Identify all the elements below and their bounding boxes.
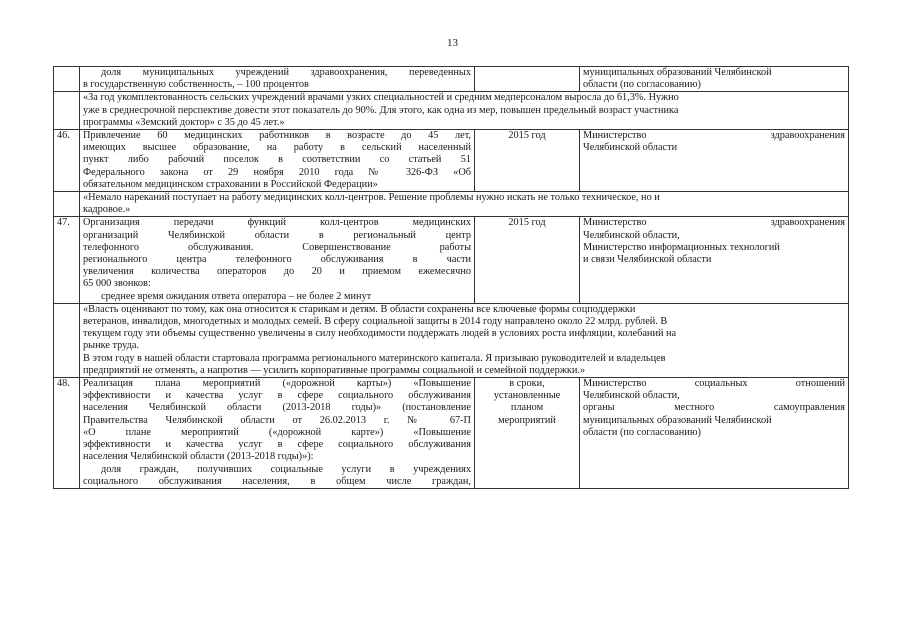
row-number: 47. [54, 217, 80, 303]
row-number: 48. [54, 378, 80, 489]
measure-line: социального обслуживания населения, в общем числе граждан, [83, 475, 471, 487]
quote-cell [80, 303, 849, 377]
table-row-47 [54, 217, 849, 303]
date-line: установленные [493, 390, 561, 402]
measure-line: Привлечение 60 медицинских работников в возрасте до 45 лет, [83, 130, 471, 142]
date-cell [475, 67, 580, 92]
date-line: в сроки, [509, 378, 545, 390]
measure-line: Реализация плана мероприятий («дорожной карты») «Повышение [83, 378, 471, 390]
measure-line: эффективности и качества услуг в сфере социального обслуживания [83, 439, 471, 451]
responsible-cell [580, 67, 849, 92]
row-number: 46. [54, 130, 80, 192]
table-row-continued [54, 67, 849, 92]
responsible-cell [580, 130, 849, 192]
quote-line: «За год укомплектованность сельских учреждений врачами узких специальностей и средним медперсоналом выросла до 61,3%. Нужно [83, 92, 679, 104]
responsible-cell [580, 217, 849, 303]
measure-line: доля граждан, получивших социальные услуги в учреждениях [101, 463, 471, 475]
measure-line: обязательном медицинском страховании в Российской Федерации» [83, 178, 378, 190]
measure-line: 65 000 звонков: [83, 278, 151, 290]
quote-line: «Немало нареканий поступает на работу медицинских колл-центров. Решение проблемы нужно искать не только техническое, но и [83, 192, 660, 204]
responsible-line: области (по согласованию) [583, 79, 701, 91]
responsible-cell [580, 378, 849, 489]
responsible-line: Министерство здравоохранения [583, 217, 845, 229]
measures-table [53, 66, 849, 489]
date-cell: 2015 год [475, 217, 580, 303]
quote-line: В этом году в нашей области стартовала программа регионального материнского капитала. Я призываю руководителей и владельцев [83, 352, 666, 364]
quote-line: программы «Земский доктор» с 35 до 45 лет.» [83, 116, 285, 128]
responsible-line: Министерство социальных отношений [583, 378, 845, 390]
measure-line: населения Челябинской области (2013-2018 годы)»): [83, 451, 314, 463]
measure-line: телефонного обслуживания. Совершенствование работы [83, 241, 471, 253]
row-number-cell [54, 303, 80, 377]
date-line: мероприятий [498, 414, 556, 426]
quote-line: ветеранов, инвалидов, многодетных и молодых семей. В сферу социальной защиты в 2014 году направлено около 22 млрд. рублей. В [83, 316, 668, 328]
responsible-line: Челябинской области [583, 142, 678, 154]
measure-line: Организация передачи функций колл-центров медицинских [83, 217, 471, 229]
table-row-48 [54, 378, 849, 489]
measure-cell [80, 67, 475, 92]
responsible-line: Челябинской области, [583, 229, 680, 241]
responsible-line: Министерство информационных технологий [583, 241, 780, 253]
quote-row [54, 92, 849, 130]
measure-line: среднее время ожидания ответа оператора – не более 2 минут [101, 290, 372, 302]
row-number-cell [54, 192, 80, 217]
measure-cell [80, 378, 475, 489]
responsible-line: органы местного самоуправления [583, 402, 845, 414]
quote-line: предприятий не отменять, а напротив — усилить корпоративные программы социальной и семейной поддержки.» [83, 364, 586, 376]
quote-row [54, 192, 849, 217]
measure-cell [80, 130, 475, 192]
measure-line: в государственную собственность, – 100 процентов [83, 79, 309, 91]
responsible-line: муниципальных образований Челябинской [583, 414, 772, 426]
measure-line: эффективности и качества услуг в сфере социального обслуживания [83, 390, 471, 402]
row-number-cell [54, 92, 80, 130]
measure-line: населения Челябинской области (2013-2018 годы)» (постановление [83, 402, 471, 414]
responsible-line: и связи Челябинской области [583, 254, 712, 266]
date-cell: 2015 год [475, 130, 580, 192]
quote-row [54, 303, 849, 377]
measure-line: организаций Челябинской области в региональный центр [83, 229, 471, 241]
table-row-46 [54, 130, 849, 192]
quote-line: уже в среднесрочной перспективе довести этот показатель до 90%. Для этого, как одна из мер, повышен предельный возраст участника [83, 104, 679, 116]
quote-line: кадровое.» [83, 204, 131, 216]
responsible-line: муниципальных образований Челябинской [583, 67, 772, 78]
measure-line: «О плане мероприятий («дорожной карте») «Повышение [83, 426, 471, 438]
quote-cell [80, 192, 849, 217]
responsible-line: Челябинской области, [583, 390, 680, 402]
date-cell [475, 378, 580, 489]
date-line: планом [510, 402, 544, 414]
measure-line: Федерального закона от 29 ноября 2010 года № 326-ФЗ «Об [83, 166, 471, 178]
quote-line: рынке труда. [83, 340, 139, 352]
measure-line: Правительства Челябинской области от 26.02.2013 г. № 67-П [83, 414, 471, 426]
quote-line: «Власть оценивают по тому, как она относится к старикам и детям. В области сохранены все ключевые формы соцподдержки [83, 303, 636, 315]
quote-cell [80, 92, 849, 130]
measure-line: увеличения количества операторов до 20 и приемом ежемесячно [83, 266, 471, 278]
measure-line: регионального центра телефонного обслуживания в части [83, 254, 471, 266]
row-number-cell [54, 67, 80, 92]
quote-line: текущем году эти объемы существенно увеличены в силу необходимости поддержать людей в условиях роста инфляции, колебаний на [83, 328, 677, 340]
page-number: 13 [447, 37, 458, 49]
measure-line: пункт либо рабочий поселок в соответствии со статьей 51 [83, 154, 471, 166]
responsible-line: Министерство здравоохранения [583, 130, 845, 142]
measure-line: доля муниципальных учреждений здравоохранения, переведенных [101, 67, 471, 78]
measure-cell [80, 217, 475, 303]
responsible-line: области (по согласованию) [583, 426, 701, 438]
measure-line: имеющих высшее образование, на работу в сельский населенный [83, 142, 471, 154]
